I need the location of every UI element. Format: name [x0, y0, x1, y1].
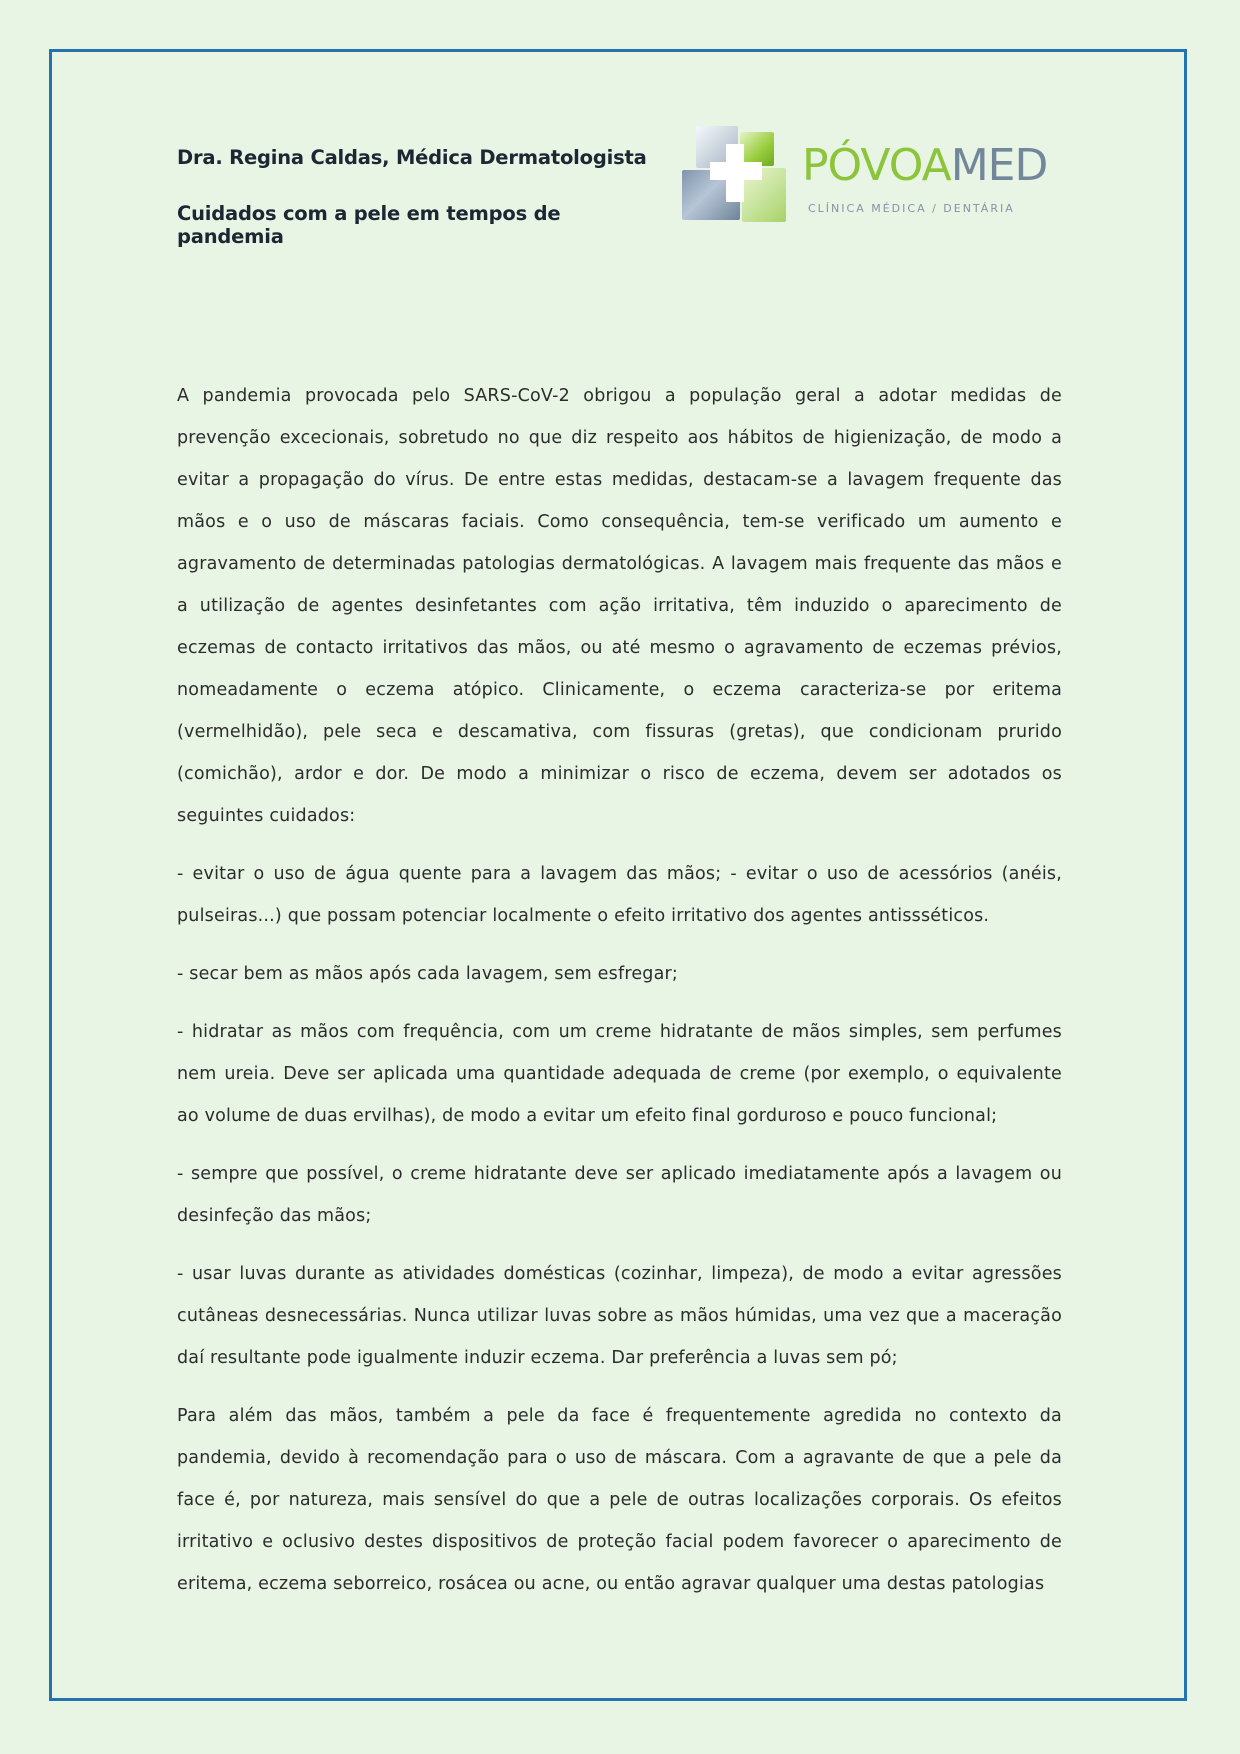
paragraph-tip-moisturize: - hidratar as mãos com frequência, com um creme hidratante de mãos simples, sem perfumes nem ureia. Deve ser aplicada uma quantidade adequada de creme (por exemplo, o equivalente ao volume de duas ervilhas), de modo a evitar um efeito final gorduroso e pouco funcional;: [177, 1022, 1062, 1126]
paragraph-tip-dry-hands: - secar bem as mãos após cada lavagem, sem esfregar;: [177, 964, 679, 984]
povoamed-logo: [676, 122, 1086, 240]
paragraph-tip-gloves: - usar luvas durante as atividades domésticas (cozinhar, limpeza), de modo a evitar agressões cutâneas desnecessárias. Nunca utilizar luvas sobre as mãos húmidas, uma vez que a maceração daí resultante pode igualmente induzir eczema. Dar preferência a luvas sem pó;: [177, 1264, 1062, 1368]
paragraph-tip-water-accessories: - evitar o uso de água quente para a lavagem das mãos; - evitar o uso de acessórios (anéis, pulseiras...) que possam potenciar localmente o efeito irritativo dos agentes antissséticos.: [177, 864, 1062, 926]
document-header: [177, 146, 657, 248]
article-body: [177, 375, 1062, 1605]
paragraph-face-skin: Para além das mãos, também a pele da face é frequentemente agredida no contexto da pandemia, devido à recomendação para o uso de máscara. Com a agravante de que a pele da face é, por natureza, mais sensível do que a pele de outras localizações corporais. Os efeitos irritativo e oclusivo destes dispositivos de proteção facial podem favorecer o aparecimento de eritema, eczema seborreico, rosácea ou acne, ou então agravar qualquer uma destas patologias: [177, 1406, 1062, 1594]
logo-cross-icon: [676, 122, 786, 232]
paragraph-tip-apply-after-washing: - sempre que possível, o creme hidratante deve ser aplicado imediatamente após a lavagem ou desinfeção das mãos;: [177, 1164, 1062, 1226]
author-line: Dra. Regina Caldas, Médica Dermatologista: [177, 146, 647, 169]
document-subject: Cuidados com a pele em tempos de pandemia: [177, 202, 561, 248]
logo-brand-name: PÓVOAMED: [802, 140, 1048, 191]
paragraph-intro: A pandemia provocada pelo SARS-CoV-2 obrigou a população geral a adotar medidas de prevenção excecionais, sobretudo no que diz respeito aos hábitos de higienização, de modo a evitar a propagação do vírus. De entre estas medidas, destacam-se a lavagem frequente das mãos e o uso de máscaras faciais. Como consequência, tem-se verificado um aumento e agravamento de determinadas patologias dermatológicas. A lavagem mais frequente das mãos e a utilização de agentes desinfetantes com ação irritativa, têm induzido o aparecimento de eczemas de contacto irritativos das mãos, ou até mesmo o agravamento de eczemas prévios, nomeadamente o eczema atópico. Clinicamente, o eczema caracteriza-se por eritema (vermelhidão), pele seca e descamativa, com fissuras (gretas), que condicionam prurido (comichão), ardor e dor. De modo a minimizar o risco de eczema, devem ser adotados os seguintes cuidados:: [177, 386, 1062, 826]
logo-tagline: CLÍNICA MÉDICA / DENTÁRIA: [808, 202, 1015, 215]
